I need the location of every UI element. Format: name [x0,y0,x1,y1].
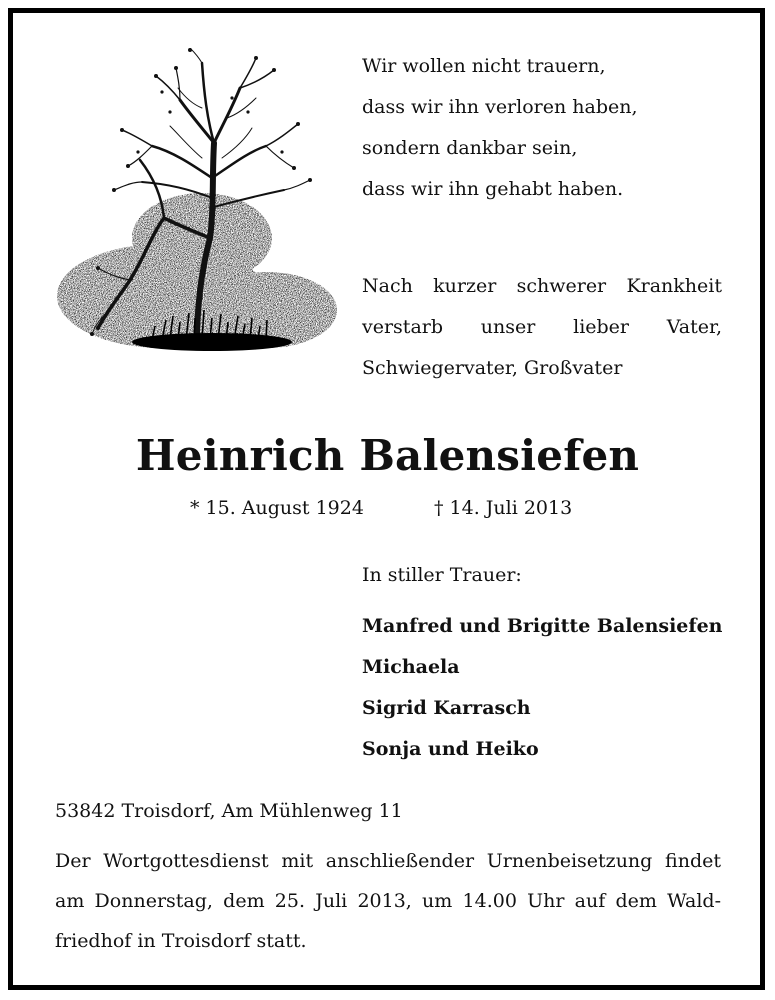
poem-line: sondern dankbar sein, [362,137,578,159]
mourning-heading: In stiller Trauer: [362,564,522,586]
death-date: † 14. Juli 2013 [434,497,573,519]
mourner-name: Manfred und Brigitte Balensiefen [362,615,723,637]
service-line: friedhof in Troisdorf statt. [55,930,307,952]
poem-line: dass wir ihn verloren haben, [362,96,638,118]
announcement-line: verstarb unser lieber Vater, [362,316,722,338]
poem-line: Wir wollen nicht trauern, [362,55,606,77]
service-info [55,841,721,961]
mourner-name: Sigrid Karrasch [362,697,531,719]
service-line: am Donnerstag, dem 25. Juli 2013, um 14.00 Uhr auf dem Wald- [55,890,721,912]
announcement-line: Nach kurzer schwerer Krankheit [362,275,722,297]
mourner-name: Sonja und Heiko [362,738,539,760]
announcement-line: Schwiegervater, Großvater [362,357,623,379]
birth-date: * 15. August 1924 [190,497,364,519]
family-address: 53842 Troisdorf, Am Mühlenweg 11 [55,800,403,822]
tree-illustration-icon [52,48,342,378]
poem-line: dass wir ihn gehabt haben. [362,178,624,200]
service-line: Der Wortgottesdienst mit anschließender Urnenbeisetzung findet [55,850,721,872]
poem [362,46,638,210]
deceased-name: Heinrich Balensiefen [135,431,640,480]
announcement-text [362,266,722,389]
mourner-name: Michaela [362,656,460,678]
mourner-list [362,606,722,770]
